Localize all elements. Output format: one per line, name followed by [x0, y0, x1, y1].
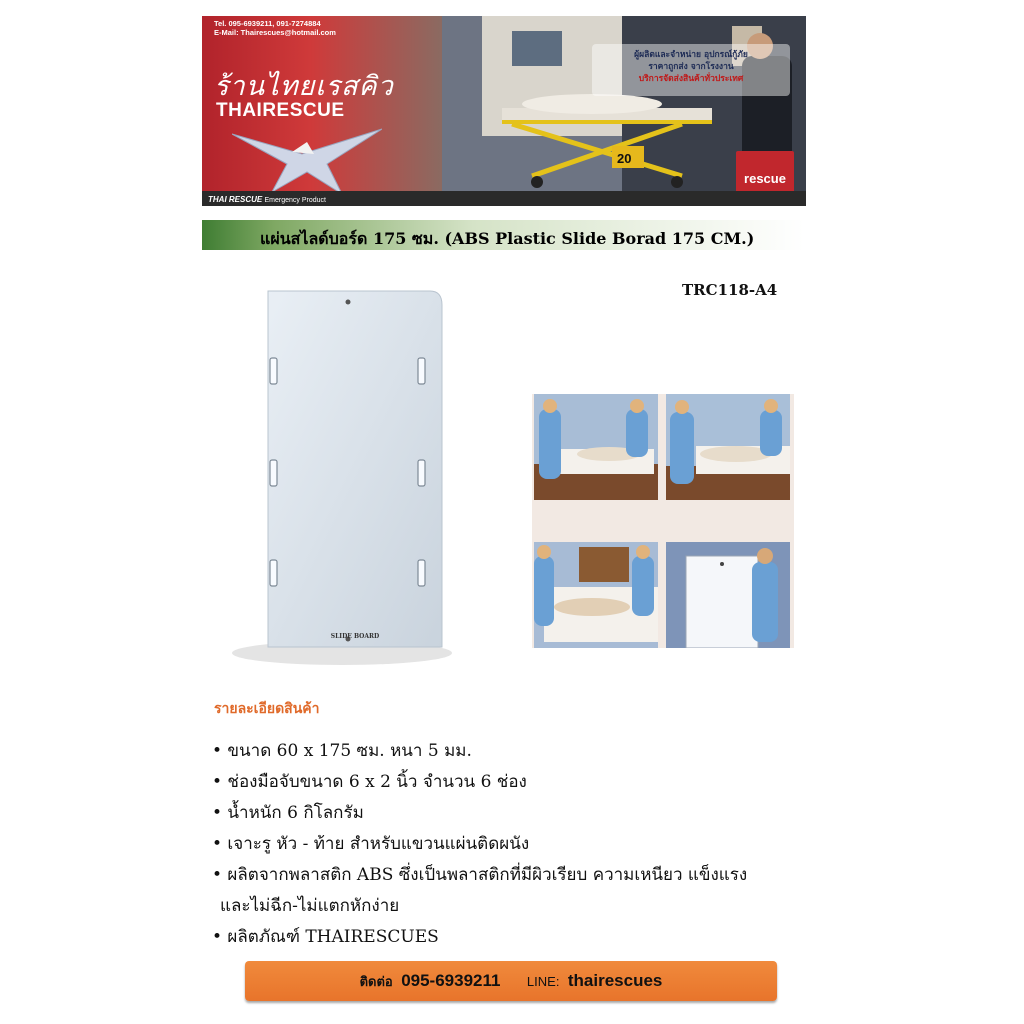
slogan-line-3: บริการจัดส่งสินค้าทั่วประเทศ	[638, 74, 744, 84]
banner-footer	[208, 195, 326, 204]
contact-button[interactable]	[245, 961, 777, 1001]
contact-label: ติดต่อ	[359, 975, 393, 990]
usage-photo-3	[534, 542, 658, 648]
slogan-line-1: ผู้ผลิตและจำหน่าย อุปกรณ์กู้ภัย	[634, 50, 748, 60]
banner-email: E-Mail: Thairescues@hotmail.com	[214, 28, 336, 37]
line-label: LINE:	[526, 974, 560, 989]
detail-item-handles: • ช่องมือจับขนาด 6 x 2 นิ้ว จำนวน 6 ช่อง	[212, 772, 527, 792]
eagle-logo-icon	[232, 124, 382, 194]
contact-phone: 095-6939211	[401, 971, 501, 990]
header-banner	[202, 16, 806, 206]
product-title: แผ่นสไลด์บอร์ด 175 ซม. (ABS Plastic Slide Borad 175 CM.)	[260, 229, 755, 248]
brand-english: THAIRESCUE	[216, 100, 345, 121]
banner-phone: Tel. 095-6939211, 091-7274884	[214, 19, 321, 28]
banner-contact	[214, 19, 336, 37]
usage-photo-2	[666, 394, 790, 500]
details-list	[212, 736, 812, 953]
detail-item-material-cont	[212, 891, 812, 922]
slide-board-image	[230, 285, 455, 670]
brand-thai: ร้านไทยเรสคิว	[214, 71, 394, 102]
footer-subtitle: Emergency Product	[264, 197, 326, 204]
line-id: thairescues	[567, 971, 663, 990]
detail-item-material: • ผลิตจากพลาสติก ABS ซึ่งเป็นพลาสติกที่มีผิวเรียบ ความเหนียว แข็งแรง	[212, 865, 748, 885]
detail-item-material-cont-text: และไม่ฉีก-ไม่แตกหักง่าย	[220, 896, 400, 916]
detail-item-weight: • น้ำหนัก 6 กิโลกรัม	[212, 803, 364, 823]
usage-photo-grid	[532, 394, 794, 648]
detail-item-size: • ขนาด 60 x 175 ซม. หนา 5 มม.	[212, 741, 472, 761]
usage-photo-1	[534, 394, 658, 500]
detail-item-holes: • เจาะรู หัว - ท้าย สำหรับแขวนแผ่นติดผนัง	[212, 834, 530, 854]
detail-item-brand: • ผลิตภัณฑ์ THAIRESCUES	[212, 927, 439, 947]
product-code: TRC118-A4	[682, 281, 778, 299]
banner-slogan	[592, 44, 790, 96]
slogan-line-2: ราคาถูกส่ง จากโรงงาน	[648, 62, 734, 72]
board-label: SLIDE BOARD	[330, 633, 380, 640]
details-heading: รายละเอียดสินค้า	[214, 701, 320, 717]
product-title-bar	[202, 220, 804, 250]
footer-brand: THAI RESCUE	[208, 195, 263, 204]
stretcher-number: 20	[617, 151, 632, 166]
usage-photo-4	[666, 542, 790, 648]
rescue-logo: rescue	[736, 151, 794, 201]
